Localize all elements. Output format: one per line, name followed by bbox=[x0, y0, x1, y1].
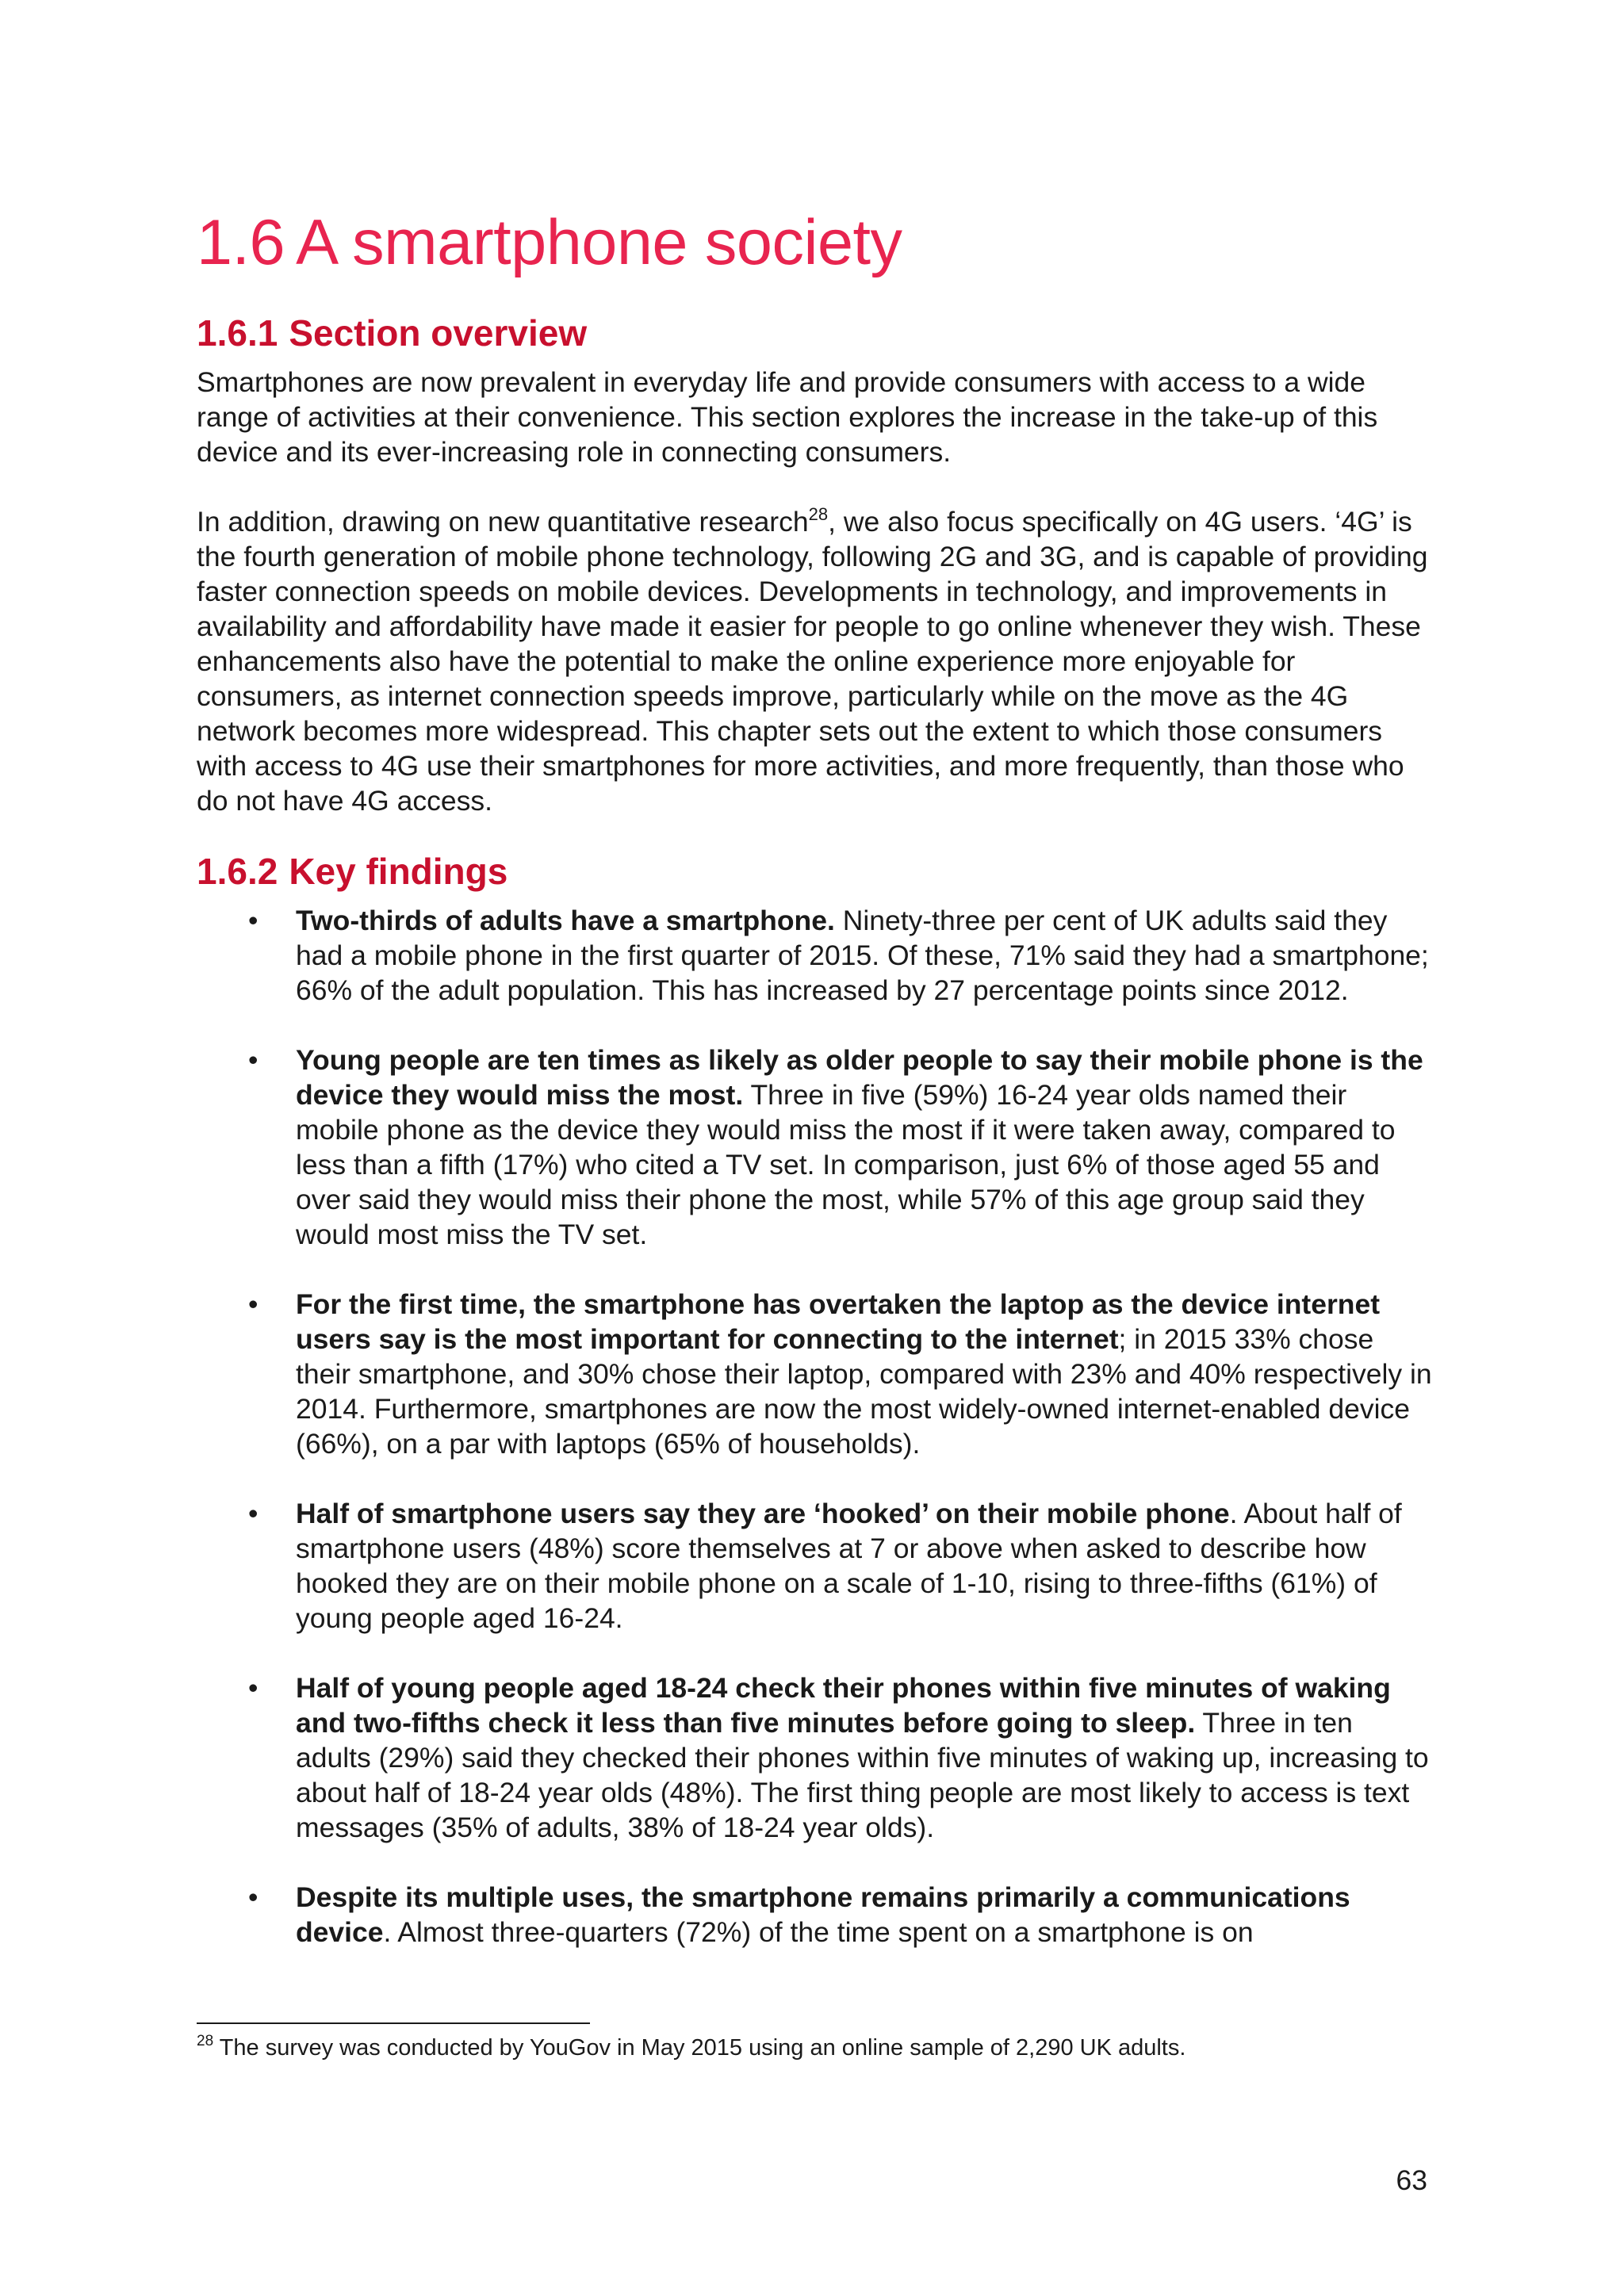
key-finding-item bbox=[197, 903, 1434, 1008]
key-finding-bold: For the first time, the smartphone has overtaken the laptop as the device internet users say is the most important for connecting to the internet bbox=[296, 1288, 1381, 1356]
key-finding-text: Ninety-three per cent of UK adults said they had a mobile phone in the first quarter of 2015. Of these, 71% said they had a smartphone; 66% of the adult population. This has increased by 27 percentage points since 2012. bbox=[296, 905, 1429, 1007]
key-finding-item bbox=[197, 1287, 1434, 1461]
section-heading-overview bbox=[197, 312, 1434, 355]
overview-paragraph-2-rest: , we also focus specifically on 4G users. ‘4G’ is the fourth generation of mobile phone technology, following 2G and 3G, and is capable of providing faster connection speeds on mobile devices. Developments in technology, and improvements in availability and affordability have made it easier for people to go online whenever they wish. These enhancements also have the potential to make the online experience more enjoyable for consumers, as internet connection speeds improve, particularly while on the move as the 4G network becomes more widespread. This chapter sets out the extent to which those consumers with access to 4G use their smartphones for more activities, and more frequently, than those who do not have 4G access. bbox=[197, 506, 1428, 817]
bullet-icon: • bbox=[248, 1288, 259, 1321]
page-body bbox=[197, 208, 1434, 1950]
key-finding-item bbox=[197, 1043, 1434, 1252]
footnote-reference-28[interactable]: 28 bbox=[808, 504, 829, 525]
footnote-number: 28 bbox=[197, 2033, 214, 2049]
page-number: 63 bbox=[1396, 2164, 1427, 2196]
chapter-title bbox=[197, 208, 1434, 278]
key-finding-item bbox=[197, 1670, 1434, 1845]
key-findings-list bbox=[197, 903, 1434, 1950]
bullet-icon: • bbox=[248, 1672, 259, 1705]
bullet-icon: • bbox=[248, 905, 259, 937]
key-finding-bold: Despite its multiple uses, the smartphone remains primarily a communications device bbox=[296, 1881, 1350, 1949]
bullet-icon: • bbox=[248, 1498, 259, 1530]
key-finding-item bbox=[197, 1880, 1434, 1950]
overview-paragraph-2 bbox=[197, 504, 1434, 818]
section-number-overview: 1.6.1 bbox=[197, 312, 278, 354]
section-heading-overview-text: Section overview bbox=[289, 312, 588, 354]
key-finding-text: ; in 2015 33% chose their smartphone, and 30% chose their laptop, compared with 23% and 40% respectively in 2014. Furthermore, smartphones are now the most widely-owned internet-enabled device (66%), on a par with laptops (65% of households). bbox=[296, 1323, 1432, 1460]
section-heading-key-findings bbox=[197, 850, 1434, 894]
key-finding-text: . Almost three-quarters (72%) of the time spent on a smartphone is on bbox=[383, 1916, 1254, 1949]
footnote bbox=[197, 2034, 1434, 2062]
key-finding-item bbox=[197, 1496, 1434, 1636]
key-finding-bold: Two-thirds of adults have a smartphone. bbox=[296, 905, 835, 937]
overview-paragraph-2-lead: In addition, drawing on new quantitative research bbox=[197, 506, 809, 538]
chapter-number: 1.6 bbox=[197, 207, 285, 278]
key-finding-bold: Half of young people aged 18-24 check their phones within five minutes of waking and two-fifths check it less than five minutes before going to sleep. bbox=[296, 1672, 1391, 1739]
bullet-icon: • bbox=[248, 1044, 259, 1077]
bullet-icon: • bbox=[248, 1881, 259, 1914]
section-number-key-findings: 1.6.2 bbox=[197, 851, 278, 893]
overview-paragraph-1: Smartphones are now prevalent in everyday life and provide consumers with access to a wide range of activities at their convenience. This section explores the increase in the take-up of this device and its ever-increasing role in connecting consumers. bbox=[197, 366, 1378, 469]
key-finding-text: Three in five (59%) 16-24 year olds named their mobile phone as the device they would miss the most if it were taken away, compared to less than a fifth (17%) who cited a TV set. In comparison, just 6% of those aged 55 and over said they would miss their phone the most, while 57% of this age group said they would most miss the TV set. bbox=[296, 1079, 1396, 1251]
footnote-divider bbox=[197, 2022, 590, 2024]
footnote-text: The survey was conducted by YouGov in May 2015 using an online sample of 2,290 UK adults. bbox=[213, 2035, 1186, 2061]
key-finding-bold: Young people are ten times as likely as older people to say their mobile phone is the device they would miss the most. bbox=[296, 1044, 1423, 1112]
key-finding-text: Three in ten adults (29%) said they checked their phones within five minutes of waking up, increasing to about half of 18-24 year olds (48%). The first thing people are most likely to access is text messages (35% of adults, 38% of 18-24 year olds). bbox=[296, 1707, 1429, 1844]
section-heading-key-findings-text: Key findings bbox=[289, 851, 508, 893]
chapter-title-text: A smartphone society bbox=[296, 207, 902, 278]
key-finding-text: . About half of smartphone users (48%) score themselves at 7 or above when asked to describe how hooked they are on their mobile phone on a scale of 1-10, rising to three-fifths (61%) of young people aged 16-24. bbox=[296, 1498, 1402, 1635]
key-finding-bold: Half of smartphone users say they are ‘hooked’ on their mobile phone bbox=[296, 1498, 1230, 1530]
